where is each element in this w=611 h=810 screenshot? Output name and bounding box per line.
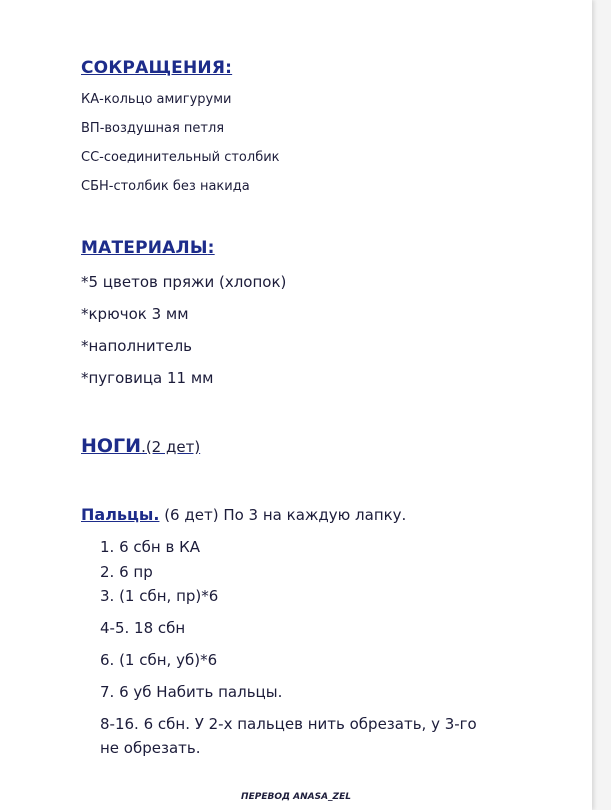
- abbreviation-item: СБН-столбик без накида: [81, 179, 250, 194]
- abbreviation-item: ВП-воздушная петля: [81, 121, 225, 136]
- toes-heading-text: Пальцы.: [81, 505, 160, 524]
- footer-credit: ПЕРЕВОД ANASA_ZEL: [241, 792, 351, 802]
- abbreviation-item: СС-соединительный столбик: [81, 150, 280, 165]
- toes-step: 1. 6 сбн в КА: [100, 538, 200, 556]
- toes-step: 3. (1 сбн, пр)*6: [100, 587, 219, 605]
- abbreviations-heading: СОКРАЩЕНИЯ:: [81, 58, 233, 78]
- legs-heading-suffix: .(2 дет): [141, 438, 201, 456]
- material-item: *5 цветов пряжи (хлопок): [81, 273, 287, 291]
- toes-step: 8-16. 6 сбн. У 2-х пальцев нить обрезать, у 3-го не обрезать.: [100, 715, 477, 757]
- toes-step: 6. (1 сбн, уб)*6: [100, 651, 218, 669]
- toes-step: 4-5. 18 сбн: [100, 619, 186, 637]
- toes-step: 2. 6 пр: [100, 563, 153, 581]
- legs-heading-text: НОГИ: [81, 435, 142, 457]
- material-item: *пуговица 11 мм: [81, 369, 214, 387]
- material-item: *наполнитель: [81, 337, 193, 355]
- toes-heading: [81, 505, 406, 524]
- legs-heading: [81, 435, 200, 457]
- materials-heading-colon: :: [207, 238, 215, 258]
- materials-heading-text: МАТЕРИАЛЫ: [81, 238, 208, 258]
- material-item: *крючок 3 мм: [81, 305, 189, 323]
- toes-heading-suffix: (6 дет) По 3 на каждую лапку.: [159, 506, 407, 524]
- materials-heading: [81, 238, 215, 258]
- abbreviation-item: КА-кольцо амигуруми: [81, 92, 232, 107]
- toes-step: 7. 6 уб Набить пальцы.: [100, 683, 283, 701]
